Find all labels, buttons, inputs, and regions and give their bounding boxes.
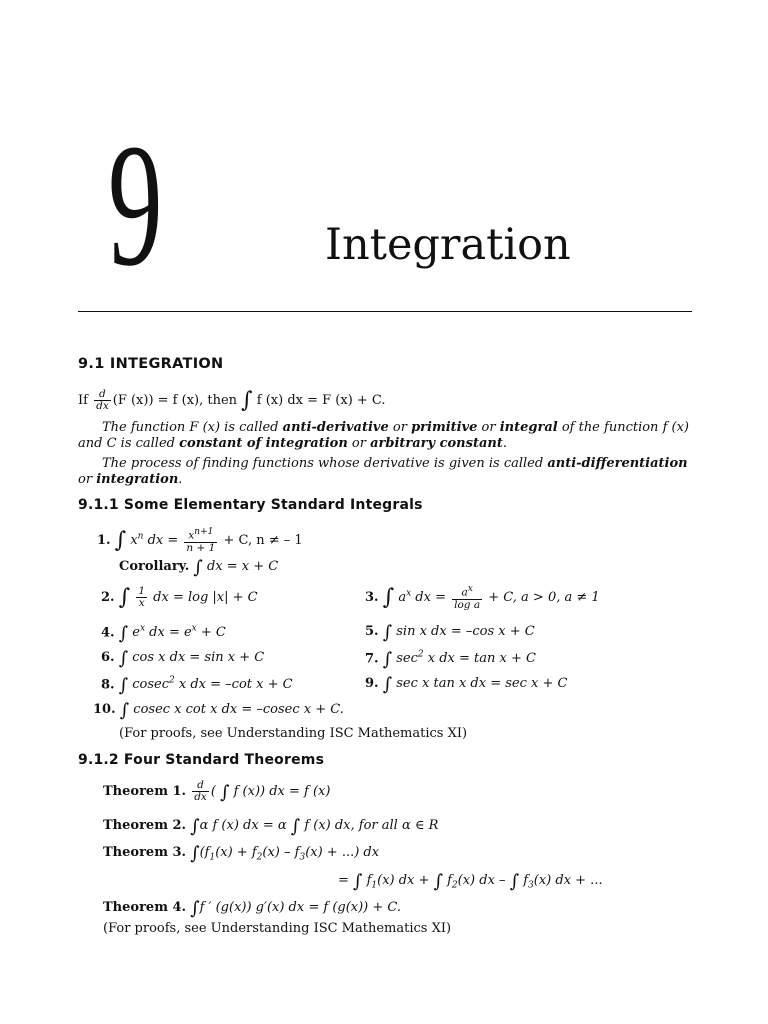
- integral-2: 2. ∫ $\frac{1}{x}$ dx = log |x| + C: [101, 585, 258, 610]
- intro-paragraph-1: The function F (x) is called anti-derivative or primitive or integral of the function f (x) and C is called constant of integration or arbitrary constant.: [78, 420, 689, 451]
- integral-7: 7. ∫ $\sec^2 x$ dx = tan x + C: [365, 649, 536, 671]
- chapter-number: 9: [108, 108, 161, 303]
- integral-9: 9. ∫ sec x tan x dx = sec x + C: [365, 674, 568, 695]
- theorem-1: Theorem 1. $\frac{d}{dx}$ ( ∫ f (x)) dx = f (x): [103, 779, 331, 803]
- intro-lhs: (F (x)) = f (x), then: [112, 393, 238, 408]
- intro-paragraph-2: The process of finding functions whose derivative is given is called anti-differentiation or integration.: [78, 456, 688, 487]
- integral-8: 8. ∫ cosec$^2$ x dx = –cot x + C: [101, 675, 293, 697]
- integral-1: 1. ∫ $x^n$ dx = $\frac{x^{n+1}}{n + 1}$ + C, n ≠ – 1: [97, 527, 303, 554]
- integral-sign: ∫: [241, 388, 253, 413]
- derivative-fraction: $\frac{d}{dx}$: [96, 388, 109, 412]
- intro-rhs: f (x) dx = F (x) + C.: [256, 393, 386, 408]
- chapter-title: Integration: [325, 220, 571, 270]
- subsection-heading-2: 9.1.2 Four Standard Theorems: [78, 752, 325, 768]
- integral-sign: ∫: [114, 528, 127, 553]
- integral-3: 3. ∫ $a^x$ dx = $\frac{a^x}{\text{log a}}$ + C, a > 0, a ≠ 1: [365, 584, 600, 611]
- corollary: Corollary. ∫ dx = x + C: [119, 557, 279, 578]
- integral-6: 6. ∫ cos x dx = sin x + C: [101, 648, 265, 669]
- subsection-heading-1: 9.1.1 Some Elementary Standard Integrals: [78, 497, 423, 513]
- integral-4: 4. ∫ $e^x$ dx = $e^x + C$: [101, 623, 226, 645]
- theorem-2: Theorem 2. ∫α f (x) dx = α ∫ f (x) dx, for all α ∈ R: [103, 816, 439, 837]
- proofs-note-1: (For proofs, see Understanding ISC Mathematics XI): [119, 726, 468, 741]
- integral-5: 5. ∫ sin x dx = –cos x + C: [365, 622, 535, 643]
- integral-10: 10. ∫ cosec x cot x dx = –cosec x + C.: [93, 700, 344, 721]
- title-rule: [78, 311, 692, 312]
- theorem-4: Theorem 4. ∫f ′ (g(x)) g′(x) dx = f (g(x)) + C.: [103, 898, 402, 919]
- if-text: If: [78, 393, 88, 408]
- theorem-3-line-2: = ∫ $f_1(x)$ dx + ∫ $f_2(x)$ dx – ∫ $f_3(x)$ dx + ...: [338, 871, 603, 892]
- theorem-3: Theorem 3. $\int(f_1(x) + f_2(x) - f_3(x)$ + ...) dx: [103, 843, 380, 864]
- proofs-note-2: (For proofs, see Understanding ISC Mathematics XI): [103, 921, 452, 936]
- section-heading: 9.1 INTEGRATION: [78, 356, 224, 372]
- intro-statement: [78, 387, 386, 412]
